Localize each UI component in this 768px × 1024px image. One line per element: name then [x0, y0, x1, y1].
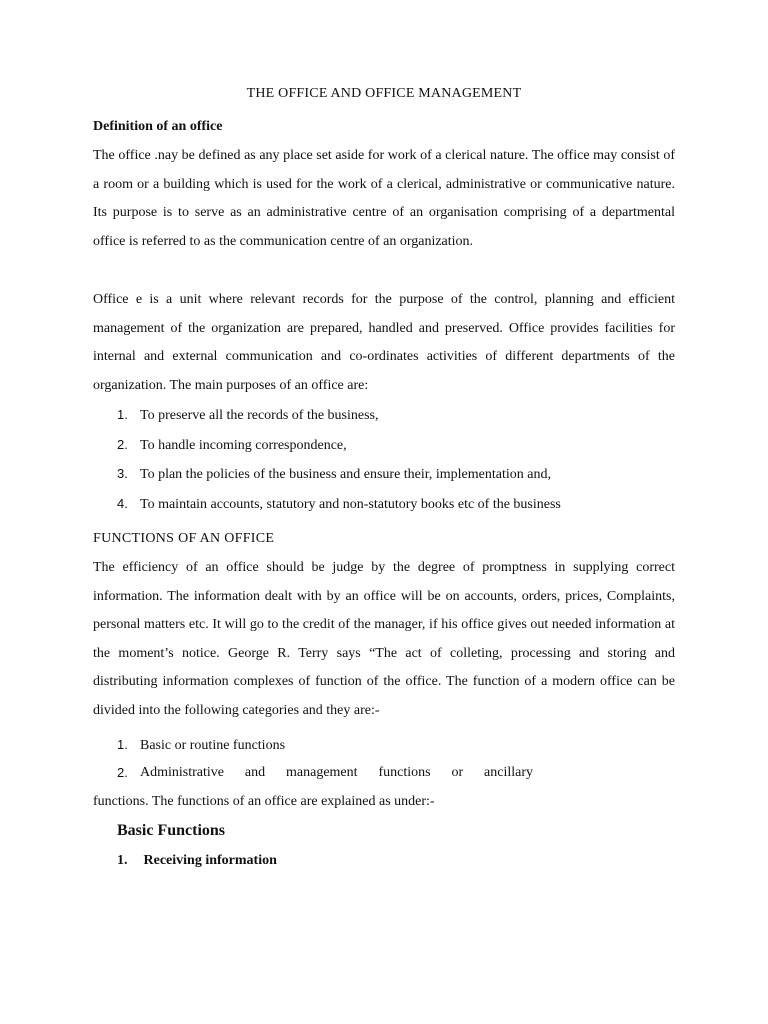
functions-paragraph: The efficiency of an office should be judge by the degree of promptness in supplying correct information. The information dealt with by an office will be on accounts, orders, prices, Complaints, personal matters etc. It will go to the credit of the manager, if his office gives out needed information at the moment’s notice. George R. Terry says “The act of colleting, processing and storing and distributing information complexes of function of the office. The function of a modern office can be divided into the following categories and they are:-	[93, 560, 675, 718]
list-item-text: To maintain accounts, statutory and non-statutory books etc of the business	[140, 496, 561, 512]
list-item	[117, 466, 561, 496]
list-item-number: 1.	[117, 853, 128, 868]
list-item	[117, 407, 561, 437]
page-title: THE OFFICE AND OFFICE MANAGEMENT	[246, 86, 522, 101]
list-item-number: 1.	[117, 407, 128, 422]
list-item	[117, 737, 285, 767]
definition-heading: Definition of an office	[93, 119, 223, 134]
basic-functions-heading: Basic Functions	[117, 822, 226, 839]
list-item-text: To plan the policies of the business and ensure their, implementation and,	[140, 467, 551, 482]
list-item-text: To preserve all the records of the business,	[140, 408, 379, 423]
categories-continuation: functions. The functions of an office are explained as under:-	[93, 794, 435, 809]
functions-heading: FUNCTIONS OF AN OFFICE	[93, 531, 275, 546]
list-item-text: Receiving information	[143, 853, 277, 868]
office-unit-paragraph: Office e is a unit where relevant records for the purpose of the control, planning and efficient management of the organization are prepared, handled and preserved. Office provides facilities for internal and external communication and co-ordinates activities of different departments of the organization. The main purposes of an office are:	[93, 292, 675, 393]
list-item-text: Administrative and management functions or ancillary	[140, 765, 533, 780]
definition-paragraph: The office .nay be defined as any place set aside for work of a clerical nature. The office may consist of a room or a building which is used for the work of a clerical, administrative or communicative nature. Its purpose is to serve as an administrative centre of an organisation comprising of a departmental office is referred to as the communication centre of an organization.	[93, 148, 675, 249]
list-item-number: 1.	[117, 737, 128, 752]
list-item-number: 4.	[117, 495, 128, 511]
list-item-text: To handle incoming correspondence,	[140, 437, 347, 453]
list-item-number: 2.	[117, 765, 128, 780]
categories-list	[117, 737, 285, 767]
list-item	[117, 496, 561, 526]
list-item-number: 2.	[117, 436, 128, 452]
list-item-number: 3.	[117, 466, 128, 481]
basic-function-item	[117, 853, 277, 869]
list-item	[117, 437, 561, 467]
list-item-text: Basic or routine functions	[140, 738, 286, 753]
purposes-list	[117, 407, 561, 525]
